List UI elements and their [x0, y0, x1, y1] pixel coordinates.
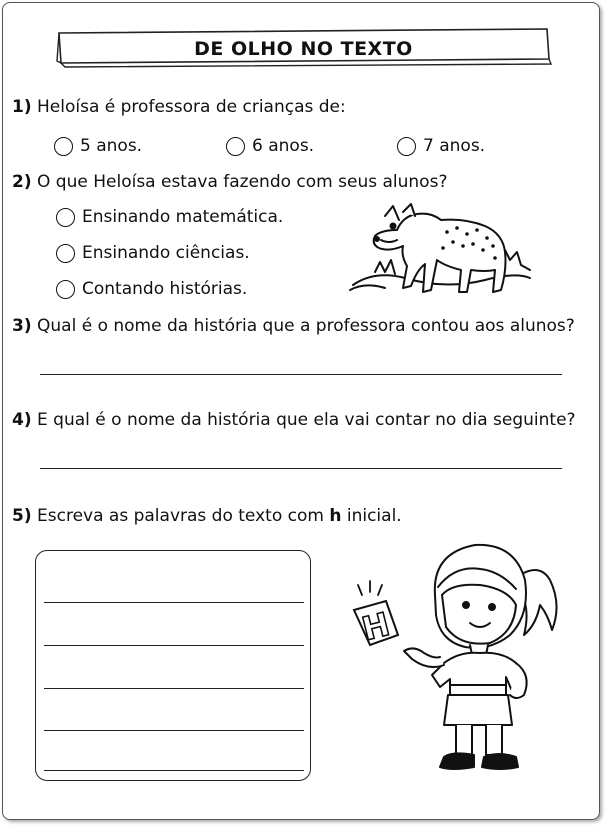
question-number: 2) [12, 172, 32, 192]
box-line[interactable] [44, 688, 304, 689]
radio-circle[interactable] [56, 280, 75, 299]
box-line[interactable] [44, 602, 304, 603]
option-label: Contando histórias. [82, 279, 248, 299]
question-3 [12, 316, 575, 336]
option-5-anos[interactable] [54, 136, 142, 156]
option-label: 6 anos. [252, 136, 315, 156]
question-number: 1) [12, 97, 32, 117]
radio-circle[interactable] [397, 137, 416, 156]
box-line[interactable] [44, 770, 304, 771]
radio-circle[interactable] [226, 137, 245, 156]
option-label: 5 anos. [80, 136, 143, 156]
option-7-anos[interactable] [397, 136, 485, 156]
box-line[interactable] [44, 645, 304, 646]
question-number: 4) [12, 410, 32, 430]
question-number: 3) [12, 316, 32, 336]
girl-holding-letter-h-illustration [340, 535, 575, 780]
question-number: 5) [12, 506, 32, 526]
option-label: Ensinando ciências. [82, 243, 250, 263]
question-5 [12, 506, 402, 526]
question-text-bold: h [329, 506, 342, 526]
option-label: Ensinando matemática. [82, 207, 284, 227]
radio-circle[interactable] [56, 244, 75, 263]
option-6-anos[interactable] [226, 136, 314, 156]
question-4 [12, 410, 576, 430]
letter-h-glyph: H [358, 604, 394, 649]
letter-h-block [354, 601, 398, 648]
question-1 [12, 97, 346, 117]
answer-line-4[interactable] [40, 468, 562, 469]
question-text-end: inicial. [341, 506, 402, 526]
radio-circle[interactable] [56, 208, 75, 227]
hyena-illustration [345, 200, 535, 305]
question-text: E qual é o nome da história que ela vai contar no dia seguinte? [37, 410, 576, 430]
radio-circle[interactable] [54, 137, 73, 156]
question-text: Qual é o nome da história que a professora contou aos alunos? [37, 316, 575, 336]
question-2 [12, 172, 447, 192]
question-text: Heloísa é professora de crianças de: [37, 97, 346, 117]
answer-box[interactable] [35, 550, 311, 781]
option-ensinando-matematica[interactable] [56, 207, 283, 227]
answer-line-3[interactable] [40, 374, 562, 375]
question-text: Escreva as palavras do texto com [37, 506, 330, 526]
box-line[interactable] [44, 730, 304, 731]
option-ensinando-ciencias[interactable] [56, 243, 250, 263]
page-title: DE OLHO NO TEXTO [194, 38, 413, 60]
option-contando-historias[interactable] [56, 279, 247, 299]
option-label: 7 anos. [423, 136, 486, 156]
question-text: O que Heloísa estava fazendo com seus alunos? [37, 172, 448, 192]
